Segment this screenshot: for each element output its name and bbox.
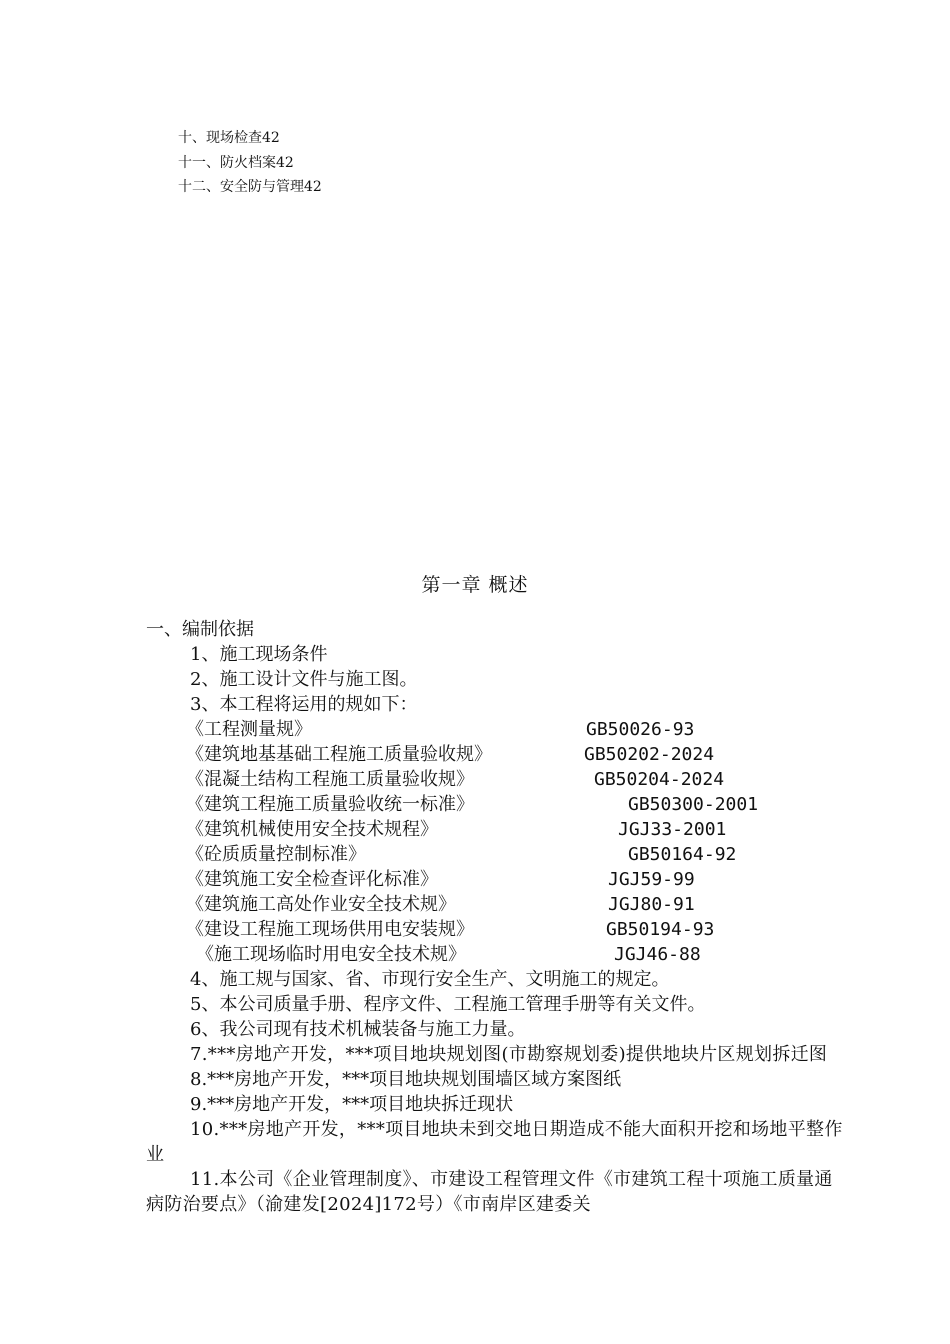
standard-row xyxy=(146,817,851,842)
basis-item: 6、我公司现有技术机械装备与施工力量。 xyxy=(190,1019,526,1040)
standard-code: JGJ59-99 xyxy=(608,869,695,890)
basis-item: 4、施工规与国家、省、市现行安全生产、文明施工的规定。 xyxy=(190,969,670,990)
standard-title: 《建设工程施工现场供用电安装规》 xyxy=(186,919,474,940)
toc-item: 十、现场检查42 xyxy=(178,130,280,146)
standard-code: GB50194-93 xyxy=(606,919,715,940)
standards-list xyxy=(146,717,851,967)
standard-row xyxy=(146,842,851,867)
standard-title: 《工程测量规》 xyxy=(186,719,312,740)
standard-row xyxy=(146,867,851,892)
toc-item: 十二、安全防与管理42 xyxy=(178,179,322,195)
standard-title: 《施工现场临时用电安全技术规》 xyxy=(196,944,466,965)
basis-item: 7.***房地产开发，***项目地块规划图(市勘察规划委)提供地块片区规划拆迁图 xyxy=(190,1044,828,1065)
basis-item: 10.***房地产开发，***项目地块未到交地日期造成不能大面积开挖和场地平整作业 xyxy=(146,1119,843,1165)
basis-item: 8.***房地产开发，***项目地块规划围墙区域方案图纸 xyxy=(190,1069,622,1090)
table-of-contents xyxy=(178,126,322,200)
section-heading: 一、编制依据 xyxy=(146,619,254,640)
standard-row xyxy=(146,917,851,942)
basis-item: 5、本公司质量手册、程序文件、工程施工管理手册等有关文件。 xyxy=(190,994,706,1015)
document-body xyxy=(146,617,851,1217)
standard-row xyxy=(146,892,851,917)
standard-title: 《砼质质量控制标准》 xyxy=(186,844,366,865)
basis-item: 9.***房地产开发，***项目地块拆迁现状 xyxy=(190,1094,514,1115)
standard-title: 《建筑施工安全检查评化标准》 xyxy=(186,869,438,890)
standard-code: GB50202-2024 xyxy=(584,744,715,765)
basis-item: 11.本公司《企业管理制度》、市建设工程管理文件《市建筑工程十项施工质量通病防治要点》（渝建发[2024]172号）《市南岸区建委关 xyxy=(146,1169,833,1215)
standard-code: GB50164-92 xyxy=(628,844,737,865)
standard-code: GB50026-93 xyxy=(586,719,695,740)
chapter-title: 第一章 概述 xyxy=(421,574,529,596)
standard-title: 《混凝土结构工程施工质量验收规》 xyxy=(186,769,474,790)
standard-code: GB50204-2024 xyxy=(594,769,725,790)
basis-item: 1、施工现场条件 xyxy=(190,644,328,665)
standard-title: 《建筑机械使用安全技术规程》 xyxy=(186,819,438,840)
standard-code: GB50300-2001 xyxy=(628,794,759,815)
standard-row xyxy=(146,717,851,742)
standard-code: JGJ33-2001 xyxy=(618,819,727,840)
toc-item: 十一、防火档案42 xyxy=(178,154,294,171)
standard-row xyxy=(146,742,851,767)
basis-item: 3、本工程将运用的规如下： xyxy=(190,694,418,715)
standard-code: JGJ80-91 xyxy=(608,894,695,915)
standard-title: 《建筑地基基础工程施工质量验收规》 xyxy=(186,744,492,765)
standard-row xyxy=(146,767,851,792)
standard-row xyxy=(146,792,851,817)
standard-title: 《建筑施工高处作业安全技术规》 xyxy=(186,894,456,915)
standard-code: JGJ46-88 xyxy=(614,944,701,965)
standard-title: 《建筑工程施工质量验收统一标准》 xyxy=(186,794,474,815)
basis-item: 2、施工设计文件与施工图。 xyxy=(190,669,418,690)
standard-row xyxy=(146,942,851,967)
